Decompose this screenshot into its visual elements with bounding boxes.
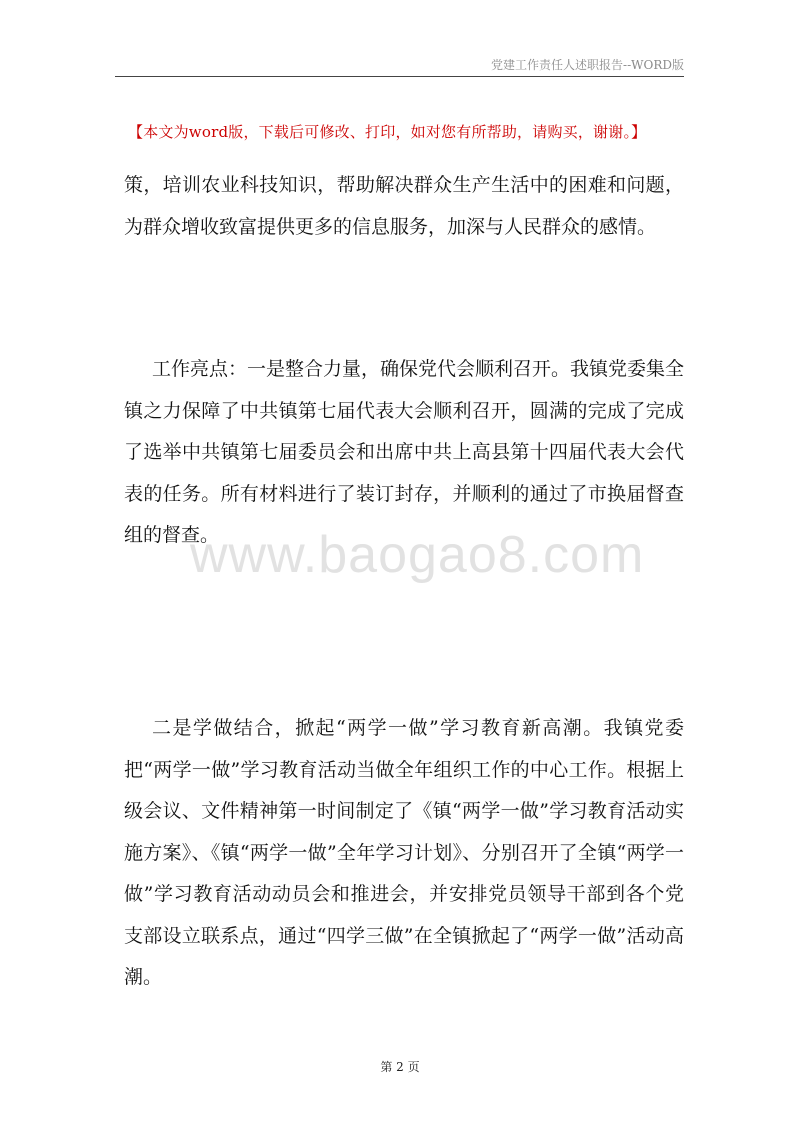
body-paragraph-3: 二是学做结合，掀起“两学一做”学习教育新高潮。我镇党委把“两学一做”学习教育活动当做全年组织工作的中心工作。根据上级会议、文件精神第一时间制定了《镇“两学一做”学习教育活动实施方案》、《镇“两学一做”全年学习计划》、分别召开了全镇“两学一做”学习教育活动动员会和推进会，并安排党员领导干部到各个党支部设立联系点，通过“四学三做”在全镇掀起了“两学一做”活动高潮。 <box>124 717 684 988</box>
watermark-text: www.baogao8.com <box>190 526 645 584</box>
body-paragraph-2: 工作亮点：一是整合力量，确保党代会顺利召开。我镇党委集全镇之力保障了中共镇第七届代表大会顺利召开，圆满的完成了完成了选举中共镇第七届委员会和出席中共上高县第十四届代表大会代表的任务。所有材料进行了装订封存，并顺利的通过了市换届督查组的督查。 <box>124 358 685 546</box>
purchase-notice: 【本文为word版，下载后可修改、打印，如对您有所帮助，请购买，谢谢。】 <box>128 123 647 141</box>
header-divider <box>115 76 684 77</box>
body-paragraph-1: 策，培训农业科技知识，帮助解决群众生产生活中的困难和问题，为群众增收致富提供更多的信息服务，加深与人民群众的感情。 <box>124 174 684 238</box>
page-header-title: 党建工作责任人述职报告--WORD版 <box>491 58 684 72</box>
page-number: 第 2 页 <box>380 1060 420 1074</box>
